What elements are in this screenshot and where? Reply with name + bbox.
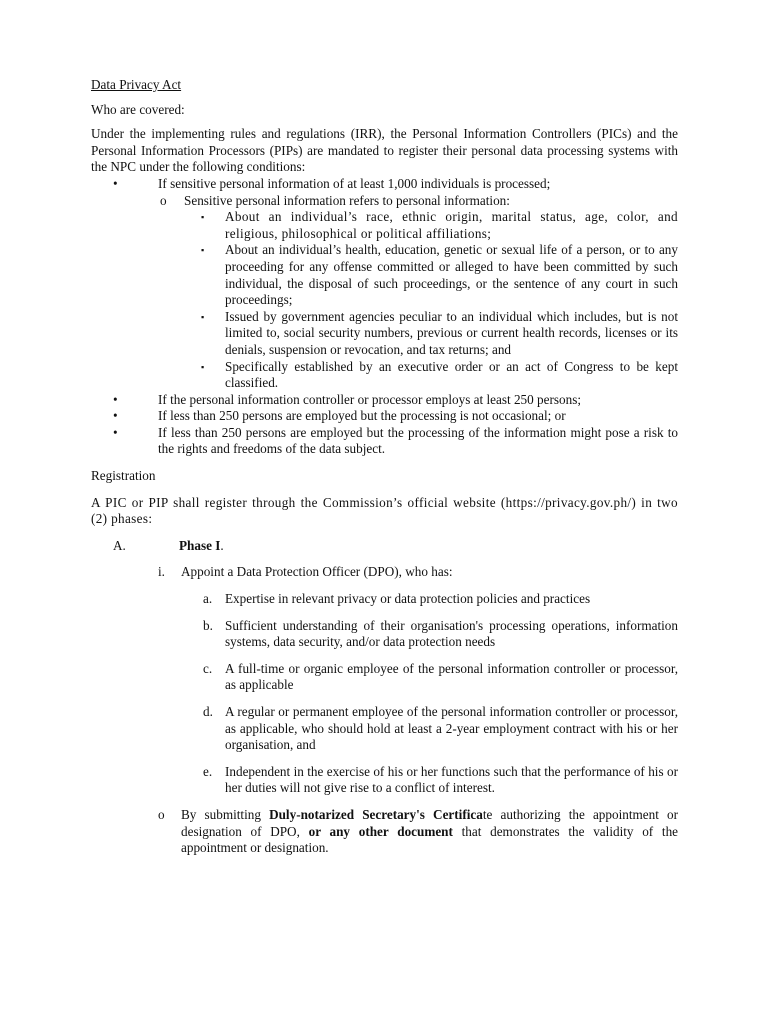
- phase-marker: A.: [113, 537, 126, 553]
- circle-marker: o: [158, 806, 165, 822]
- condition-text: Sensitive personal information refers to personal information:: [184, 192, 510, 208]
- condition-text: If the personal information controller or processor employs at least 250 persons;: [158, 391, 581, 407]
- dpo-requirement: [91, 618, 678, 651]
- condition-subitem: [91, 193, 678, 210]
- bullet-marker: •: [113, 175, 118, 191]
- phase-label: Phase I: [179, 537, 221, 553]
- submission-text-part: te authorizing the appointment or designation of DPO,: [181, 806, 678, 839]
- dpo-requirement: [91, 591, 678, 608]
- square-marker: ▪: [201, 245, 205, 256]
- other-document-emphasis: or any other document: [308, 823, 453, 839]
- phase-period: .: [220, 537, 224, 553]
- condition-item: [91, 408, 678, 425]
- registration-paragraph: A PIC or PIP shall register through the Commission’s official website (https://privacy.gov.ph/) in two (2) phases:: [91, 494, 678, 527]
- condition-text: Specifically established by an executive order or an act of Congress to be kept classified.: [225, 358, 678, 391]
- sensitive-info-item: [91, 209, 678, 242]
- submission-text-part: that demonstrates the validity of the appointment or designation.: [181, 823, 679, 856]
- requirement-text: Sufficient understanding of their organisation's processing operations, information systems, data security, and/or data protection needs: [225, 617, 678, 650]
- dpo-step: [91, 564, 678, 581]
- requirement-marker: a.: [203, 591, 213, 607]
- square-marker: ▪: [201, 361, 205, 372]
- bullet-marker: •: [113, 408, 118, 424]
- dpo-requirement: [91, 764, 678, 797]
- bullet-marker: •: [113, 391, 118, 407]
- square-marker: ▪: [201, 311, 205, 322]
- requirement-text: A regular or permanent employee of the personal information controller or processor, as applicable, who should hold at least a 2-year employment contract with his or her organisation, and: [225, 704, 678, 753]
- requirement-marker: b.: [203, 617, 213, 633]
- condition-item: [91, 176, 678, 193]
- requirement-text: Expertise in relevant privacy or data protection policies and practices: [225, 591, 591, 607]
- sensitive-info-item: [91, 309, 678, 359]
- sensitive-info-item: [91, 242, 678, 308]
- dpo-requirement: [91, 704, 678, 754]
- square-marker: ▪: [201, 212, 205, 223]
- sensitive-info-item: [91, 359, 678, 392]
- document-page: [91, 77, 678, 857]
- certificate-emphasis: Duly-notarized Secretary's Certifica: [269, 806, 483, 822]
- condition-text: Issued by government agencies peculiar to an individual which includes, but is not limited to, social security numbers, previous or current health records, licenses or its denials, suspension or revocation, and tax returns; and: [225, 308, 678, 357]
- covered-heading: Who are covered:: [91, 101, 185, 117]
- requirement-marker: d.: [203, 704, 213, 719]
- condition-text: If sensitive personal information of at least 1,000 individuals is processed;: [158, 175, 551, 191]
- condition-text: About an individual’s race, ethnic origin, marital status, age, color, and religious, philosophical or political affiliations;: [225, 209, 678, 241]
- submission-text: [181, 807, 678, 855]
- intro-paragraph: Under the implementing rules and regulations (IRR), the Personal Information Controllers (PICs) and the Personal Information Processors (PIPs) are mandated to register their personal data processing systems with the NPC under the following conditions:: [91, 126, 678, 175]
- requirement-text: Independent in the exercise of his or her functions such that the performance of his or her duties will not give rise to a conflict of interest.: [225, 763, 678, 796]
- submission-text-part: By submitting: [181, 806, 270, 822]
- circle-marker: o: [160, 192, 167, 208]
- document-title: Data Privacy Act: [91, 77, 182, 92]
- requirement-marker: c.: [203, 660, 213, 676]
- condition-item: [91, 425, 678, 458]
- step-marker: i.: [158, 564, 165, 580]
- bullet-marker: •: [113, 424, 118, 440]
- submission-item: [91, 807, 678, 857]
- condition-item: [91, 392, 678, 409]
- registration-heading: Registration: [91, 468, 156, 484]
- phase-heading: [91, 538, 678, 555]
- condition-text: About an individual’s health, education, genetic or sexual life of a person, or to any proceeding for any offense committed or alleged to have been committed by such individual, the disposal of such proceedings, or the sentence of any court in such proceedings;: [225, 242, 678, 308]
- condition-text: If less than 250 persons are employed but the processing is not occasional; or: [158, 408, 566, 424]
- conditions-list: [91, 176, 678, 458]
- step-text: Appoint a Data Protection Officer (DPO), who has:: [181, 564, 453, 580]
- requirement-text: A full-time or organic employee of the personal information controller or processor, as applicable: [225, 660, 678, 693]
- condition-text: If less than 250 persons are employed but the processing of the information might pose a risk to the rights and freedoms of the data subject.: [158, 424, 678, 457]
- dpo-requirement: [91, 661, 678, 694]
- requirement-marker: e.: [203, 763, 213, 779]
